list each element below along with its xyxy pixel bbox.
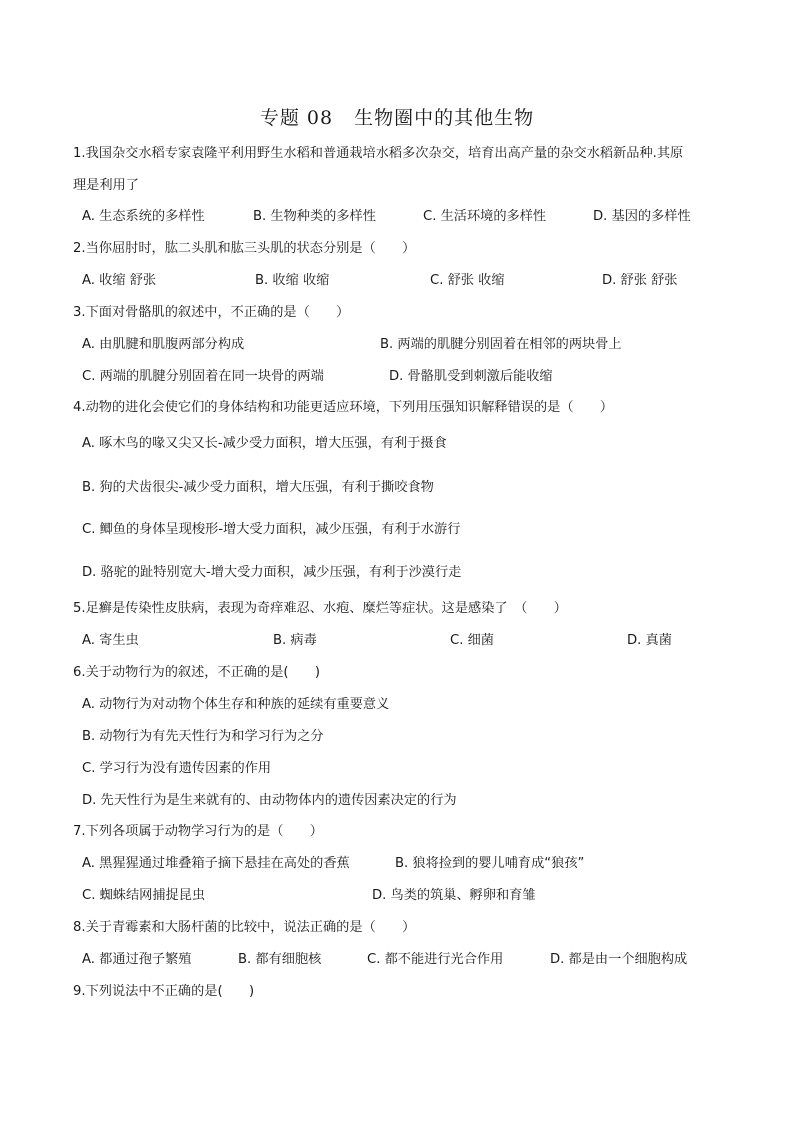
page-title: 专题 08 生物圈中的其他生物 <box>259 107 535 129</box>
question-1-stem: 1.我国杂交水稻专家袁隆平利用野生水稻和普通栽培水稻多次杂交，培育出高产量的杂交水稻新品种.其原 <box>73 146 684 161</box>
question-1-option-c: C. 生活环境的多样性 <box>423 209 547 224</box>
question-8-option-b: B. 都有细胞核 <box>238 952 322 967</box>
question-2-option-a: A. 收缩 舒张 <box>82 273 157 288</box>
question-4-option-d: D. 骆驼的趾特别宽大-增大受力面积，减少压强，有利于沙漠行走 <box>82 565 462 580</box>
question-5-option-c: C. 细菌 <box>450 633 494 648</box>
question-2-option-c: C. 舒张 收缩 <box>430 273 505 288</box>
question-8-option-d: D. 都是由一个细胞构成 <box>550 952 688 967</box>
question-2-option-d: D. 舒张 舒张 <box>602 273 678 288</box>
question-1-option-b: B. 生物种类的多样性 <box>253 209 376 224</box>
question-5-option-b: B. 病毒 <box>273 633 317 648</box>
question-5-stem: 5.足癣是传染性皮肤病，表现为奇痒难忍、水疱、糜烂等症状。这是感染了 （ ） <box>73 601 567 616</box>
question-7-stem: 7.下列各项属于动物学习行为的是（ ） <box>73 824 323 839</box>
question-1-option-a: A. 生态系统的多样性 <box>82 209 205 224</box>
question-3-option-a: A. 由肌腱和肌腹两部分构成 <box>82 337 245 352</box>
question-8-stem: 8.关于青霉素和大肠杆菌的比较中，说法正确的是（ ） <box>73 920 416 935</box>
question-5-option-a: A. 寄生虫 <box>82 633 139 648</box>
question-6-option-d: D. 先天性行为是生来就有的、由动物体内的遗传因素决定的行为 <box>82 793 457 808</box>
question-6-option-c: C. 学习行为没有遗传因素的作用 <box>82 761 272 776</box>
question-4-option-b: B. 狗的犬齿很尖-减少受力面积，增大压强，有利于撕咬食物 <box>82 480 434 495</box>
question-6-option-b: B. 动物行为有先天性行为和学习行为之分 <box>82 729 324 744</box>
question-2-option-b: B. 收缩 收缩 <box>255 273 330 288</box>
question-9-stem: 9.下列说法中不正确的是( ) <box>73 984 255 999</box>
question-1-option-d: D. 基因的多样性 <box>593 209 691 224</box>
question-4-option-c: C. 鲫鱼的身体呈现梭形-增大受力面积，减少压强，有利于水游行 <box>82 522 461 537</box>
question-4-option-a: A. 啄木鸟的喙又尖又长-减少受力面积，增大压强，有利于摄食 <box>82 436 447 451</box>
question-7-option-a: A. 黑猩猩通过堆叠箱子摘下悬挂在高处的香蕉 <box>82 856 350 871</box>
question-7-option-c: C. 蜘蛛结网捕捉昆虫 <box>82 888 206 903</box>
question-5-option-d: D. 真菌 <box>627 633 672 648</box>
question-8-option-a: A. 都通过孢子繁殖 <box>82 952 192 967</box>
question-6-option-a: A. 动物行为对动物个体生存和种族的延续有重要意义 <box>82 697 390 712</box>
question-8-option-c: C. 都不能进行光合作用 <box>367 952 504 967</box>
question-3-option-d: D. 骨骼肌受到刺激后能收缩 <box>389 369 553 384</box>
question-7-option-d: D. 鸟类的筑巢、孵卵和育雏 <box>372 888 536 903</box>
question-3-stem: 3.下面对骨骼肌的叙述中，不正确的是（ ） <box>73 305 350 320</box>
question-6-stem: 6.关于动物行为的叙述，不正确的是( ) <box>73 665 321 680</box>
question-3-option-b: B. 两端的肌腱分别固着在相邻的两块骨上 <box>380 337 622 352</box>
question-1-stem-cont: 理是利用了 <box>73 178 139 193</box>
question-4-stem: 4.动物的进化会使它们的身体结构和功能更适应环境，下列用压强知识解释错误的是（ ） <box>73 400 614 415</box>
question-7-option-b: B. 狼将捡到的婴儿哺育成“狼孩” <box>395 856 585 871</box>
question-3-option-c: C. 两端的肌腱分别固着在同一块骨的两端 <box>82 369 324 384</box>
question-2-stem: 2.当你屈肘时，肱二头肌和肱三头肌的状态分别是（ ） <box>73 241 416 256</box>
